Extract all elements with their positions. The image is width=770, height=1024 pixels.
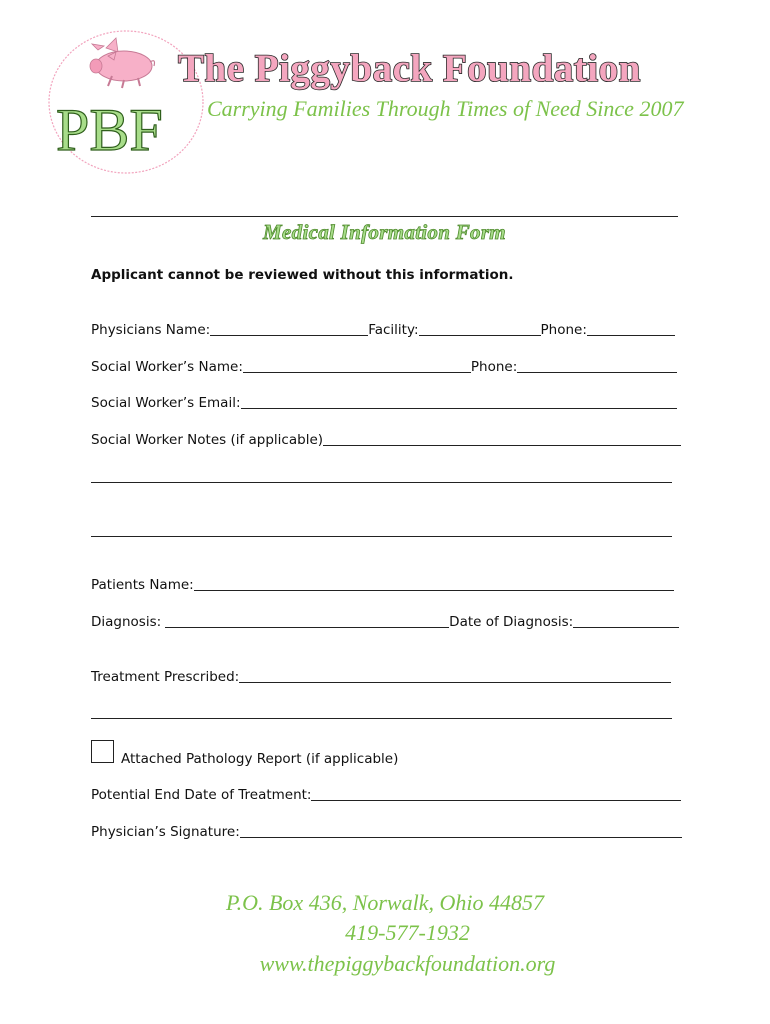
treatment-prescribed-label: Treatment Prescribed: <box>91 669 240 685</box>
flying-pig-icon <box>90 38 155 88</box>
organization-tagline: Carrying Families Through Times of Need Since 2007 <box>207 96 684 121</box>
social-worker-phone-field[interactable] <box>517 358 677 373</box>
organization-name: The Piggyback Foundation <box>178 47 641 90</box>
pathology-report-checkbox[interactable] <box>91 740 114 763</box>
treatment-line-2[interactable] <box>91 718 672 719</box>
social-worker-notes-field[interactable] <box>323 431 681 446</box>
date-of-diagnosis-field[interactable] <box>573 613 679 628</box>
social-worker-email-field[interactable] <box>241 394 677 409</box>
signature-row <box>91 820 682 840</box>
social-worker-row <box>91 355 677 375</box>
social-worker-phone-label: Phone: <box>470 359 518 375</box>
diagnosis-row <box>91 610 679 630</box>
physicians-name-field[interactable] <box>210 321 368 336</box>
social-worker-name-label: Social Worker’s Name: <box>91 359 243 375</box>
physicians-name-label: Physicians Name: <box>91 322 211 338</box>
phone-label: Phone: <box>540 322 587 338</box>
end-date-row <box>91 783 681 803</box>
social-worker-email-label: Social Worker’s Email: <box>91 395 241 411</box>
form-title: Medical Information Form <box>263 220 506 244</box>
social-worker-notes-row <box>91 428 681 448</box>
treatment-row <box>91 665 671 685</box>
pathology-row <box>121 747 398 767</box>
facility-label: Facility: <box>368 322 419 338</box>
patients-name-label: Patients Name: <box>91 577 194 593</box>
notes-line-3[interactable] <box>91 536 672 537</box>
physicians-signature-field[interactable] <box>240 823 682 838</box>
notes-line-2[interactable] <box>91 482 672 483</box>
header-divider <box>91 216 678 217</box>
footer-website[interactable]: www.thepiggybackfoundation.org <box>259 951 556 976</box>
facility-field[interactable] <box>419 321 541 336</box>
form-notice: Applicant cannot be reviewed without this information. <box>91 267 514 283</box>
potential-end-date-label: Potential End Date of Treatment: <box>91 787 312 803</box>
footer-address: P.O. Box 436, Norwalk, Ohio 44857 <box>226 890 544 915</box>
social-worker-notes-label: Social Worker Notes (if applicable) <box>91 432 324 448</box>
diagnosis-field[interactable] <box>165 613 449 628</box>
patients-name-row <box>91 573 674 593</box>
physician-phone-field[interactable] <box>587 321 675 336</box>
date-of-diagnosis-label: Date of Diagnosis: <box>449 614 574 630</box>
treatment-prescribed-field[interactable] <box>239 668 671 683</box>
social-worker-name-field[interactable] <box>243 358 471 373</box>
logo-letters: PBF <box>56 97 163 163</box>
pathology-report-label: Attached Pathology Report (if applicable) <box>121 751 399 767</box>
footer-phone: 419-577-1932 <box>345 920 470 945</box>
social-worker-email-row <box>91 391 677 411</box>
patients-name-field[interactable] <box>194 576 674 591</box>
potential-end-date-field[interactable] <box>311 786 681 801</box>
physician-row <box>91 318 675 338</box>
physicians-signature-label: Physician’s Signature: <box>91 824 240 840</box>
diagnosis-label: Diagnosis: <box>91 614 162 630</box>
